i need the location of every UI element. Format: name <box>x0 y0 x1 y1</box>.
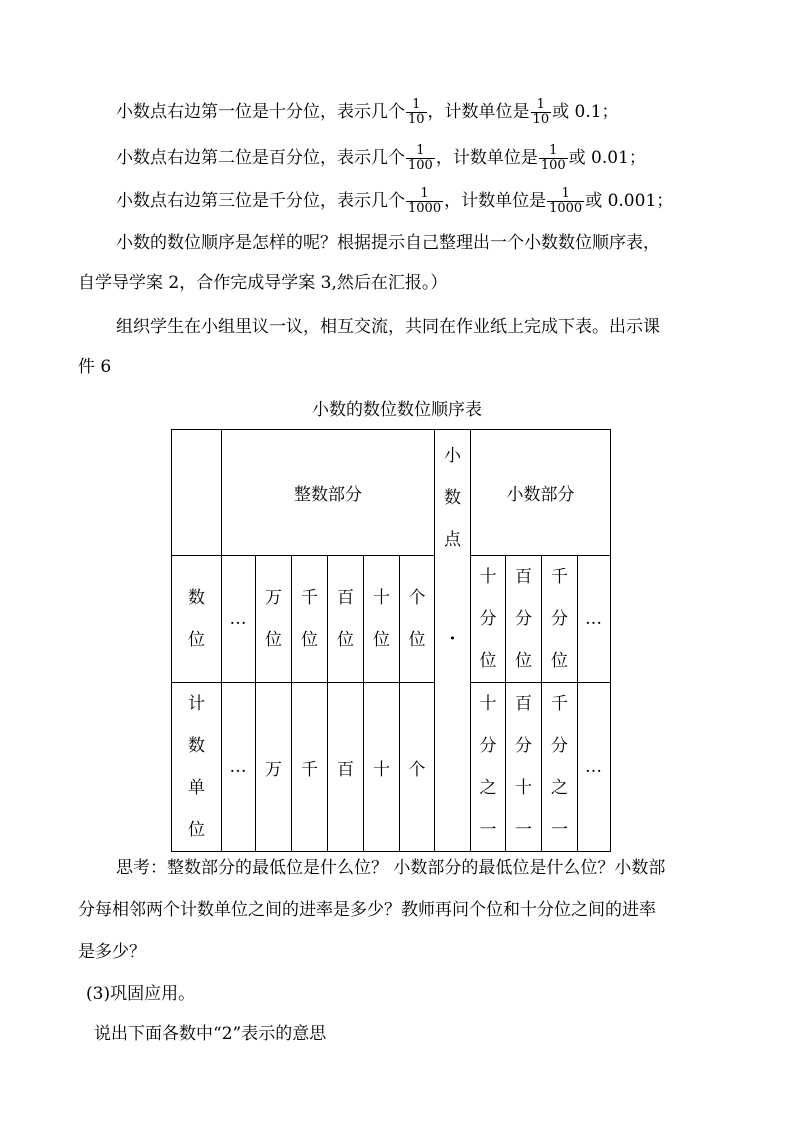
decimal-place-table <box>171 429 611 852</box>
place-char: 位 <box>265 630 282 650</box>
para-text: ，计数单位是 <box>435 148 538 168</box>
para-text: 小数点右边第一位是十分位，表示几个 <box>116 102 405 122</box>
place-char: 万 <box>265 588 282 608</box>
fraction-denominator: 10 <box>532 112 550 127</box>
think-line-2: 分每相邻两个计数单位之间的进率是多少？教师再问个位和十分位之间的进率 <box>78 900 656 920</box>
decimal-part-header: 小数部分 <box>471 430 611 556</box>
ellipsis-cell: … <box>222 556 256 683</box>
place-char: 位 <box>373 630 390 650</box>
fraction-numerator: 1 <box>420 186 429 201</box>
place-cell <box>542 556 578 683</box>
place-char: 分 <box>515 609 532 629</box>
para-text: 小数点右边第三位是千分位，表示几个 <box>116 191 405 211</box>
unit-cell <box>506 683 542 852</box>
header-empty-cell <box>172 430 222 556</box>
place-char: 百 <box>337 588 354 608</box>
place-cell <box>364 556 400 683</box>
unit-cell: 百 <box>328 683 364 852</box>
decimal-point-label-char: 点 <box>444 530 461 550</box>
para-text: ，计数单位是 <box>444 191 547 211</box>
ellipsis-cell: … <box>222 683 256 852</box>
para-text: 或 0.01； <box>568 148 646 168</box>
unit-char: 分 <box>551 736 568 756</box>
unit-char: 一 <box>479 820 497 840</box>
ellipsis-cell: … <box>578 683 611 852</box>
integer-part-header: 整数部分 <box>222 430 435 556</box>
place-char: 十 <box>373 588 390 608</box>
place-char: 百 <box>515 567 532 587</box>
place-cell <box>471 556 506 683</box>
fraction <box>539 144 568 173</box>
fraction <box>547 187 584 216</box>
para-tenths <box>116 98 619 127</box>
section-heading-consolidate: (3)巩固应用。 <box>86 984 196 1004</box>
unit-char: 一 <box>551 820 568 840</box>
row-label-unit <box>172 683 222 852</box>
unit-cell: 千 <box>292 683 328 852</box>
row-label-char: 位 <box>188 630 205 650</box>
para-order-question-1: 小数的数位顺序是怎样的呢？根据提示自己整理出一个小数数位顺序表， <box>116 233 660 253</box>
fraction-denominator: 1000 <box>408 201 442 216</box>
fraction-numerator: 1 <box>412 97 421 112</box>
unit-cell <box>471 683 506 852</box>
place-cell <box>256 556 292 683</box>
row-label-char: 位 <box>188 820 205 840</box>
place-char: 位 <box>337 630 354 650</box>
place-cell <box>400 556 435 683</box>
ellipsis-cell: … <box>578 556 611 683</box>
para-text: 或 0.001； <box>585 191 674 211</box>
para-hundredths <box>116 144 646 173</box>
place-cell <box>328 556 364 683</box>
place-char: 分 <box>551 609 568 629</box>
place-char: 分 <box>479 609 497 629</box>
place-char: 位 <box>551 651 568 671</box>
unit-char: 一 <box>515 820 532 840</box>
decimal-point-label-char: 小 <box>444 446 461 466</box>
fraction-denominator: 100 <box>540 158 566 173</box>
para-group-work-2: 件 6 <box>78 357 112 377</box>
place-char: 千 <box>551 567 568 587</box>
fraction-numerator: 1 <box>561 186 570 201</box>
unit-char: 十 <box>515 778 532 798</box>
para-text: ，计数单位是 <box>427 102 530 122</box>
fraction-numerator: 1 <box>536 97 545 112</box>
fraction-numerator: 1 <box>549 143 558 158</box>
para-group-work-1: 组织学生在小组里议一议，相互交流，共同在作业纸上完成下表。出示课 <box>116 317 660 337</box>
unit-char: 之 <box>479 778 497 798</box>
fraction <box>531 98 552 127</box>
row-label-char: 单 <box>188 778 205 798</box>
unit-char: 千 <box>551 694 568 714</box>
para-text: 或 0.1； <box>552 102 619 122</box>
place-char: 十 <box>479 567 497 587</box>
fraction-denominator: 1000 <box>549 201 583 216</box>
fraction <box>406 144 435 173</box>
unit-char: 百 <box>515 694 532 714</box>
unit-char: 之 <box>551 778 568 798</box>
row-label-char: 数 <box>188 736 205 756</box>
unit-char: 分 <box>515 736 532 756</box>
think-line-3: 是多少？ <box>78 942 146 962</box>
unit-cell <box>542 683 578 852</box>
place-char: 位 <box>408 630 426 650</box>
row-label-char: 计 <box>188 694 205 714</box>
place-char: 位 <box>301 630 318 650</box>
row-label-char: 数 <box>188 588 205 608</box>
unit-cell: 十 <box>364 683 400 852</box>
unit-cell: 个 <box>400 683 435 852</box>
place-char: 千 <box>301 588 318 608</box>
para-order-question-2: 自学导学案 2，合作完成导学案 3,然后在汇报。） <box>78 273 448 293</box>
para-text: 小数点右边第二位是百分位，表示几个 <box>116 148 405 168</box>
fraction-denominator: 10 <box>408 112 425 127</box>
fraction-denominator: 100 <box>408 158 433 173</box>
decimal-point-label-char: 数 <box>444 488 461 508</box>
exercise-prompt: 说出下面各数中“2”表示的意思 <box>94 1024 327 1044</box>
fraction <box>406 98 427 127</box>
unit-cell: 万 <box>256 683 292 852</box>
row-label-place <box>172 556 222 683</box>
table-caption: 小数的数位数位顺序表 <box>312 400 482 420</box>
place-cell <box>506 556 542 683</box>
think-line-1: 思考：整数部分的最低位是什么位？ 小数部分的最低位是什么位？小数部 <box>116 858 666 878</box>
fraction <box>406 187 443 216</box>
place-char: 个 <box>408 588 426 608</box>
para-thousandths <box>116 187 673 216</box>
fraction-numerator: 1 <box>416 143 425 158</box>
unit-char: 十 <box>479 694 497 714</box>
decimal-point-column <box>435 430 471 852</box>
place-cell <box>292 556 328 683</box>
place-char: 位 <box>479 651 497 671</box>
place-char: 位 <box>515 651 532 671</box>
unit-char: 分 <box>479 736 497 756</box>
decimal-point-symbol: · <box>449 629 456 649</box>
